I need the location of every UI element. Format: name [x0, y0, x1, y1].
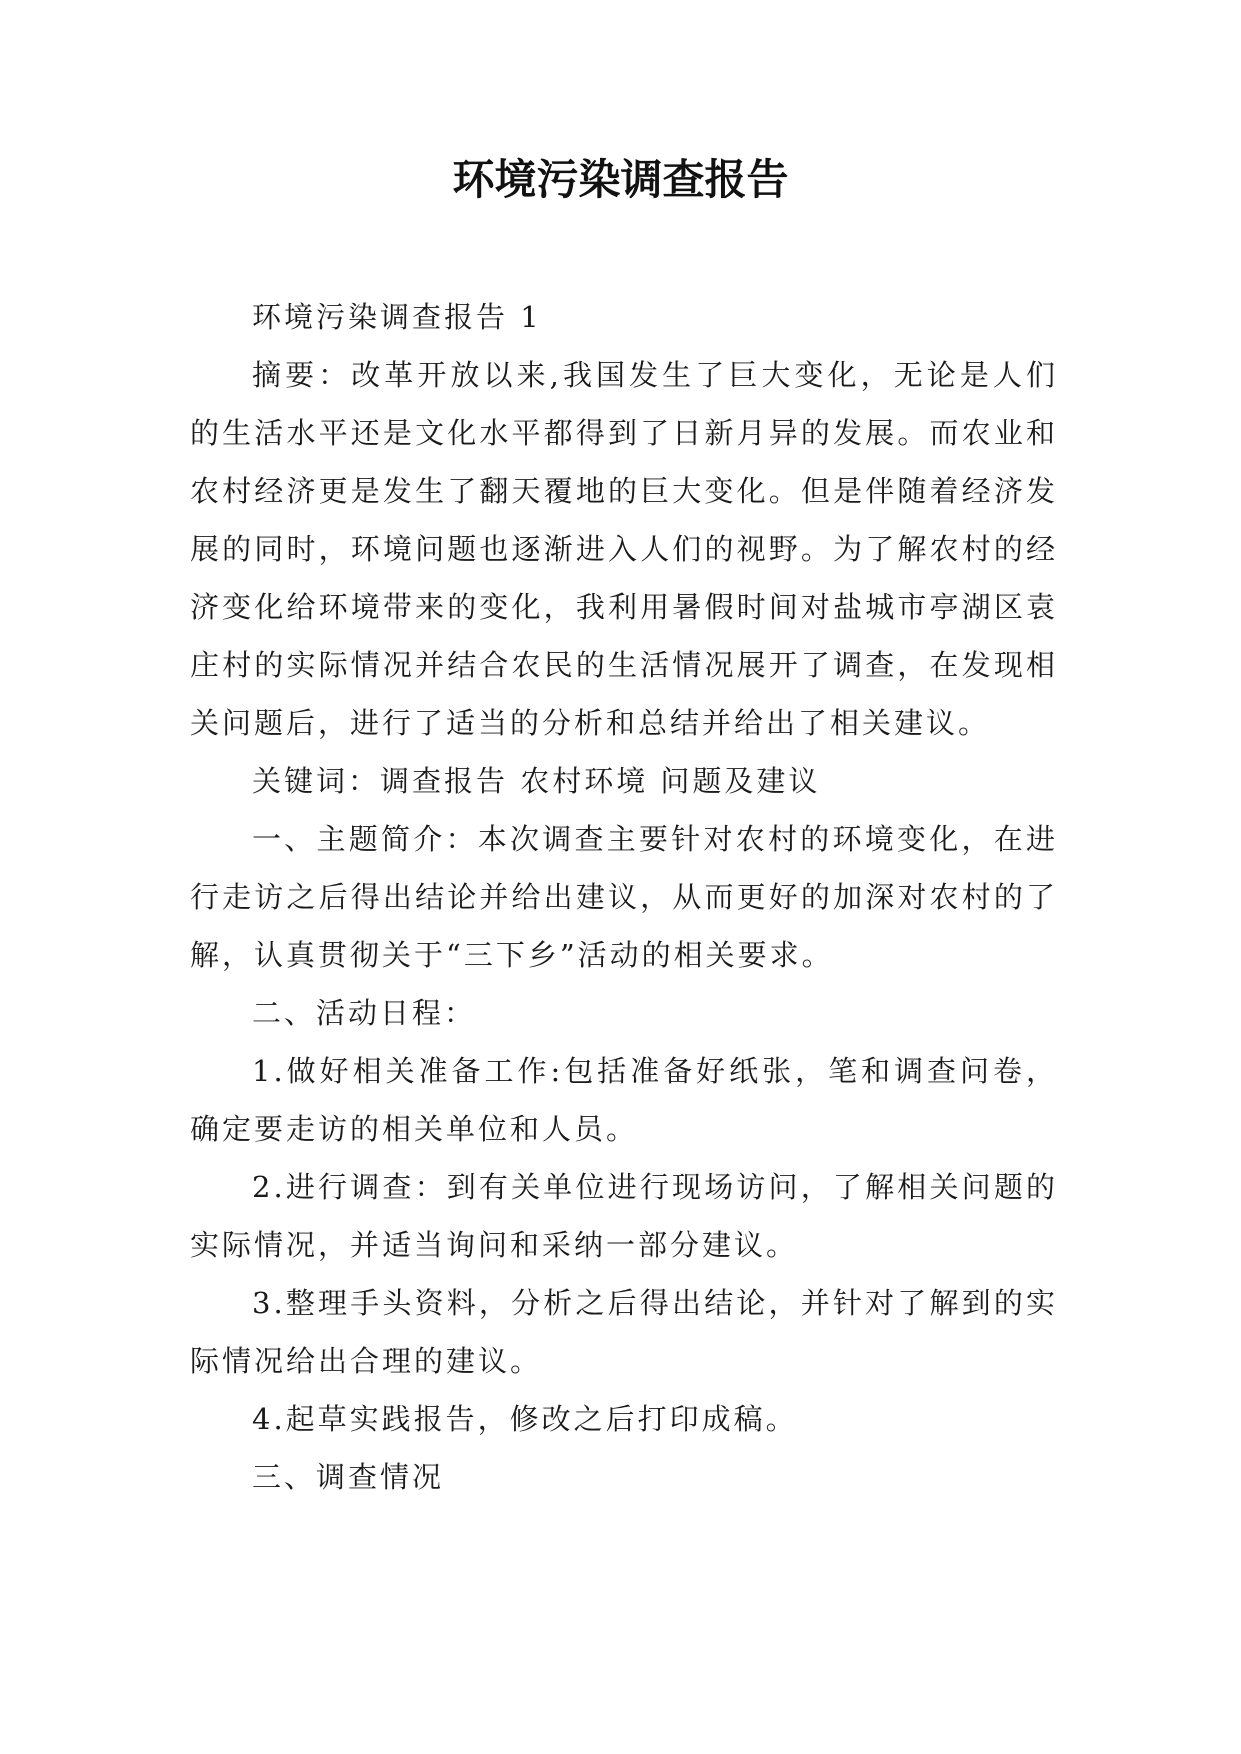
paragraph-subtitle: 环境污染调查报告 1 [252, 300, 542, 334]
document-title: 环境污染调查报告 [452, 155, 789, 204]
document-body [190, 288, 1058, 1506]
paragraph-keywords: 关键词：调查报告 农村环境 问题及建议 [252, 764, 821, 798]
paragraph-survey-heading: 三、调查情况 [252, 1460, 445, 1494]
paragraph-schedule-heading: 二、活动日程： [252, 996, 477, 1030]
paragraph-schedule-item-2: 2.进行调查：到有关单位进行现场访问，了解相关问题的实际情况，并适当询问和采纳一部分建议。 [190, 1170, 1058, 1262]
paragraph-abstract: 摘要：改革开放以来,我国发生了巨大变化，无论是人们的生活水平还是文化水平都得到了日新月异的发展。而农业和农村经济更是发生了翻天覆地的巨大变化。但是伴随着经济发展的同时，环境问题也逐渐进入人们的视野。为了解农村的经济变化给环境带来的变化，我利用暑假时间对盐城市亭湖区袁庄村的实际情况并结合农民的生活情况展开了调查，在发现相关问题后，进行了适当的分析和总结并给出了相关建议。 [190, 358, 1058, 740]
paragraph-schedule-item-4: 4.起草实践报告，修改之后打印成稿。 [252, 1402, 798, 1436]
paragraph-topic-intro: 一、主题简介：本次调查主要针对农村的环境变化，在进行走访之后得出结论并给出建议，从而更好的加深对农村的了解，认真贯彻关于“三下乡”活动的相关要求。 [190, 822, 1058, 972]
paragraph-schedule-item-1: 1.做好相关准备工作:包括准备好纸张，笔和调查问卷，确定要走访的相关单位和人员。 [190, 1054, 1058, 1146]
paragraph-schedule-item-3: 3.整理手头资料，分析之后得出结论，并针对了解到的实际情况给出合理的建议。 [190, 1286, 1058, 1378]
